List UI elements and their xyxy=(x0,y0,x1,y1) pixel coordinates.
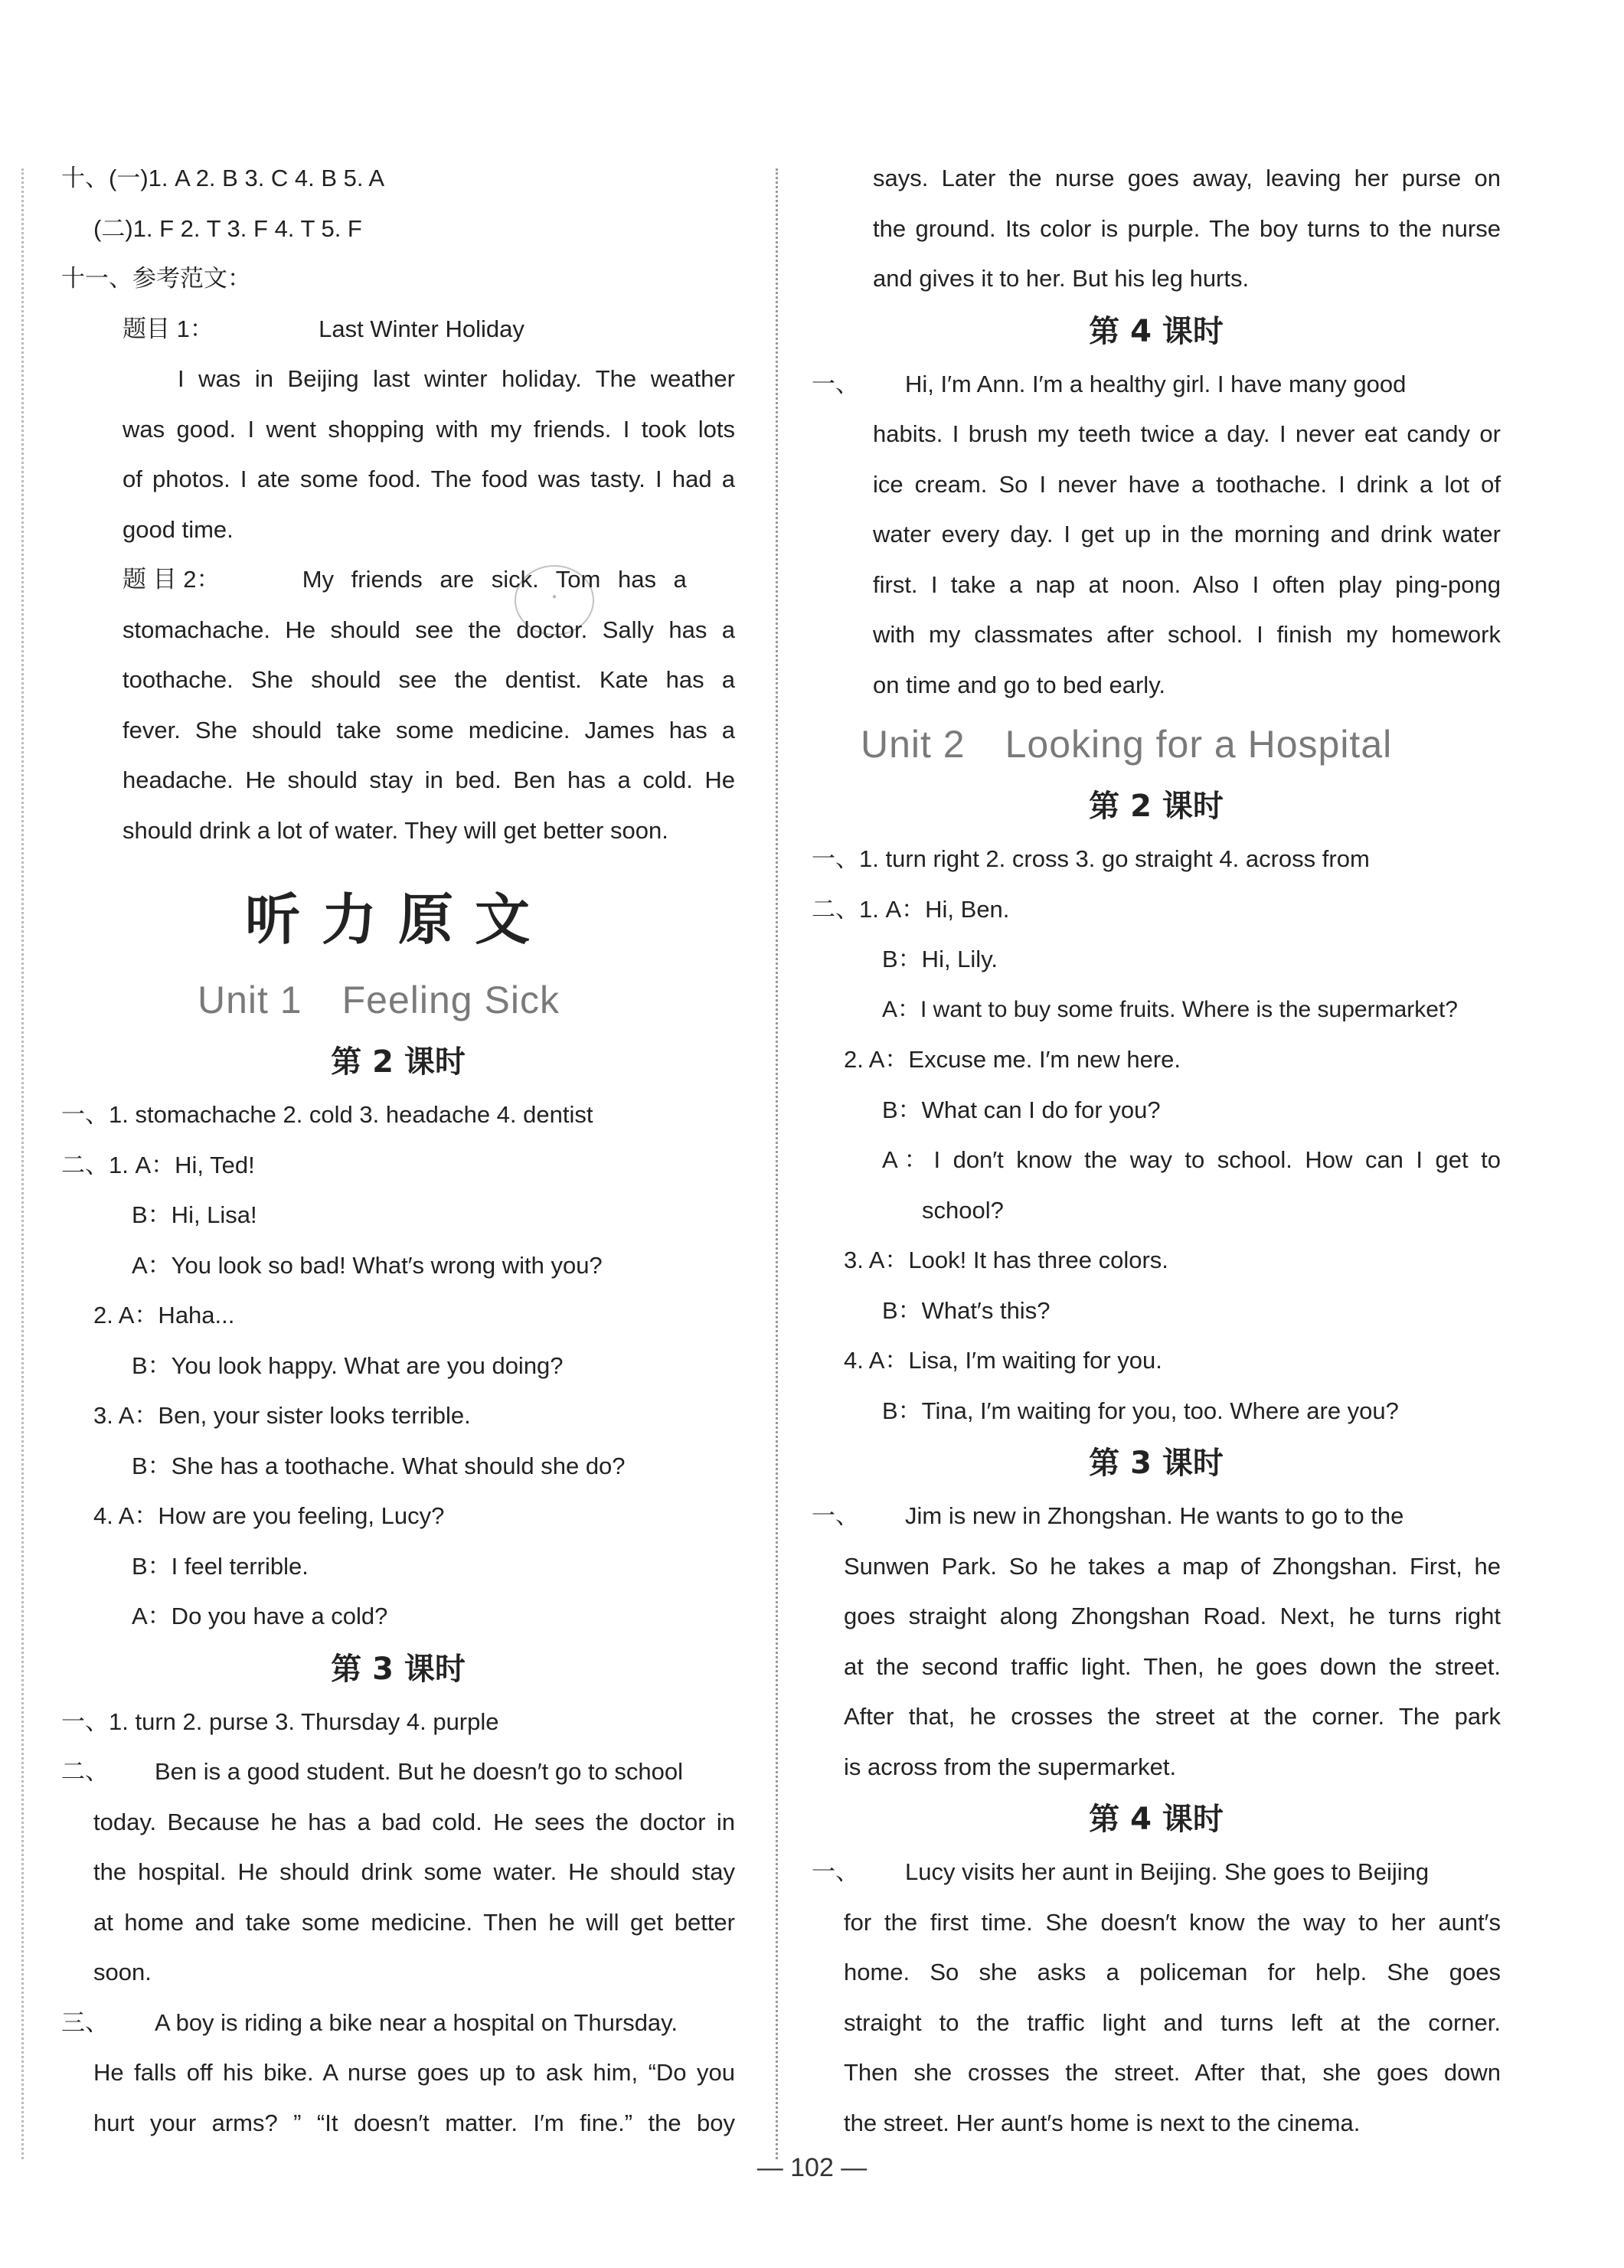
transcript-line: 一、1. stomachache 2. cold 3. headache 4. dentist xyxy=(61,1101,593,1128)
passage-line: water every day. I get up in the morning and drink water xyxy=(873,521,1501,547)
passage-line: the ground. Its color is purple. The boy turns to the nurse xyxy=(873,214,1501,242)
lesson-heading: 第 2 课时 xyxy=(331,1044,466,1080)
dialogue-line: 2. A：Excuse me. I′m new here. xyxy=(844,1046,1181,1073)
passage-line: at the second traffic light. Then, he goes down the street. xyxy=(844,1652,1501,1680)
essay2-line: My friends are sick. Tom has a xyxy=(302,566,687,593)
passage-line: hurt your arms? ” “It doesn′t matter. I′m fine.” the boy xyxy=(93,2109,735,2136)
essay2-line: should drink a lot of water. They will get better soon. xyxy=(123,816,668,844)
dialogue-line: 3. A：Ben, your sister looks terrible. xyxy=(93,1402,471,1429)
unit1-title xyxy=(61,966,735,1034)
passage-line: first. I take a nap at noon. Also I often play ping-pong xyxy=(873,570,1501,598)
lesson-heading: 第 4 课时 xyxy=(1089,313,1224,349)
passage-line: After that, he crosses the street at the corner. The park xyxy=(844,1703,1501,1730)
essay1-line: I was in Beijing last winter holiday. The weather xyxy=(178,365,735,392)
passage-line: Ben is a good student. But he doesn′t go to school xyxy=(155,1758,684,1785)
dialogue-line: 3. A：Look! It has three colors. xyxy=(844,1247,1168,1273)
unit1-label: Unit 1 xyxy=(198,979,302,1021)
dialogue-line: B：You look happy. What are you doing? xyxy=(132,1351,564,1379)
passage-block xyxy=(812,153,1501,304)
passage-line: Then she crosses the street. After that, she goes down xyxy=(844,2059,1501,2086)
dialogue-line: B：Hi, Lisa! xyxy=(132,1201,257,1228)
topic1-heading xyxy=(61,304,735,355)
passage-line: Sunwen Park. So he takes a map of Zhongshan. First, he xyxy=(844,1552,1501,1580)
question-label: 二、 xyxy=(61,1758,109,1785)
topic2-label: 题 目 2： xyxy=(123,566,221,593)
right-column xyxy=(812,153,1501,2148)
passage-line: He falls off his bike. A nurse goes up to ask him, “Do you xyxy=(93,2059,735,2086)
passage-line: is across from the supermarket. xyxy=(844,1753,1177,1780)
answer-line-10-part2: (二)1. F 2. T 3. F 4. T 5. F xyxy=(93,214,362,242)
dialogue-line: A：Do you have a cold? xyxy=(132,1603,388,1629)
transcript-line: 一、1. turn 2. purse 3. Thursday 4. purple xyxy=(61,1708,499,1735)
essay2-line: stomachache. He should see the doctor. Sally has a xyxy=(123,616,735,643)
essay2-line: headache. He should stay in bed. Ben has a cold. He xyxy=(123,766,735,793)
transcript-line: 一、1. turn right 2. cross 3. go straight 4. across from xyxy=(812,845,1370,872)
topic1-label: 题目 1： xyxy=(123,315,214,342)
passage-line: for the first time. She doesn′t know the way to her aunt′s xyxy=(844,1908,1501,1936)
passage-line: Lucy visits her aunt in Beijing. She goes to Beijing xyxy=(905,1858,1430,1885)
dialogue-line: B：Tina, I′m waiting for you, too. Where are you? xyxy=(882,1397,1399,1424)
binding-edge-line xyxy=(21,168,24,2159)
passage-line: at home and take some medicine. Then he will get better xyxy=(93,1908,735,1936)
passage-block xyxy=(812,409,1501,710)
essay2-line: toothache. She should see the dentist. Kate has a xyxy=(123,666,735,693)
dialogue-line: B：Hi, Lily. xyxy=(882,946,998,972)
answer-line-10-part1: 十、(一)1. A 2. B 3. C 4. B 5. A xyxy=(61,165,385,191)
column-divider xyxy=(776,168,778,2159)
passage-line: the street. Her aunt′s home is next to the cinema. xyxy=(844,2109,1361,2136)
dialogue-line: B：I feel terrible. xyxy=(132,1552,309,1580)
passage-line: the hospital. He should drink some water. He should stay xyxy=(93,1858,735,1885)
passage-line: home. So she asks a policeman for help. She goes xyxy=(844,1959,1501,1985)
question-label: 一、 xyxy=(812,370,859,397)
passage-block xyxy=(61,2047,735,2148)
dialogue-line: 二、1. A：Hi, Ted! xyxy=(61,1151,255,1178)
page-number: — 102 — xyxy=(756,2153,868,2182)
essay1-paragraph xyxy=(61,354,735,554)
dialogue-line: 二、1. A：Hi, Ben. xyxy=(812,895,1010,923)
essay1-line: was good. I went shopping with my friends. I took lots xyxy=(123,415,735,443)
answer-line-11-heading: 十一、参考范文： xyxy=(61,265,251,292)
passage-block xyxy=(61,1797,735,1998)
passage-line: A boy is riding a bike near a hospital on Thursday. xyxy=(155,2008,678,2036)
passage-line: with my classmates after school. I finish my homework xyxy=(873,621,1501,648)
dialogue-line: B：She has a toothache. What should she do? xyxy=(132,1452,626,1479)
dialogue-line: B：What can I do for you? xyxy=(882,1096,1161,1123)
passage-line: today. Because he has a bad cold. He sees the doctor in xyxy=(93,1808,735,1835)
passage-line: habits. I brush my teeth twice a day. I never eat candy or xyxy=(873,420,1501,447)
passage-block xyxy=(812,1897,1501,2149)
dialogue-line: school? xyxy=(922,1196,1004,1224)
essay1-line: good time. xyxy=(123,515,234,543)
lesson-heading: 第 2 课时 xyxy=(1089,789,1224,824)
passage-line: Jim is new in Zhongshan. He wants to go to the xyxy=(905,1502,1404,1529)
passage-line: on time and go to bed early. xyxy=(873,671,1166,698)
unit1-name: Feeling Sick xyxy=(341,979,560,1021)
question-label: 三、 xyxy=(61,2008,109,2036)
dialogue-line: A：I don′t know the way to school. How can I get to xyxy=(882,1146,1501,1173)
dialogue-line: B：What′s this? xyxy=(882,1296,1051,1324)
dialogue-line: 4. A：Lisa, I′m waiting for you. xyxy=(844,1347,1162,1374)
passage-line: ice cream. So I never have a toothache. I drink a lot of xyxy=(873,470,1501,498)
passage-line: straight to the traffic light and turns left at the corner. xyxy=(844,2008,1501,2036)
listening-transcript-title: 听力原文 xyxy=(244,887,551,952)
essay1-line: of photos. I ate some food. The food was tasty. I had a xyxy=(123,466,735,492)
lesson-heading: 第 4 课时 xyxy=(1089,1802,1224,1837)
passage-line: soon. xyxy=(93,1959,152,1985)
dialogue-line: A：I want to buy some fruits. Where is the supermarket? xyxy=(882,996,1458,1022)
passage-block xyxy=(812,1541,1501,1793)
passage-line: says. Later the nurse goes away, leaving her purse on xyxy=(873,165,1501,191)
watermark-stamp: ● xyxy=(515,565,594,636)
dialogue-line: A：You look so bad! What′s wrong with you? xyxy=(132,1251,603,1279)
unit2-label: Unit 2 xyxy=(861,723,966,766)
passage-line: goes straight along Zhongshan Road. Next, he turns right xyxy=(844,1603,1501,1629)
topic1-title: Last Winter Holiday xyxy=(319,315,524,342)
essay2-paragraph xyxy=(61,554,735,855)
essay2-line: fever. She should take some medicine. James has a xyxy=(123,716,735,743)
passage-line: and gives it to her. But his leg hurts. xyxy=(873,265,1250,292)
lesson-heading: 第 3 课时 xyxy=(331,1651,466,1687)
lesson-heading: 第 3 课时 xyxy=(1089,1446,1224,1481)
dialogue-line: 2. A：Haha... xyxy=(93,1302,235,1328)
passage-line: Hi, I′m Ann. I′m a healthy girl. I have many good xyxy=(905,370,1407,397)
unit2-name: Looking for a Hospital xyxy=(1005,723,1393,766)
unit2-title xyxy=(812,710,1501,779)
question-label: 一、 xyxy=(812,1502,859,1529)
dialogue-line: 4. A：How are you feeling, Lucy? xyxy=(93,1502,445,1529)
question-label: 一、 xyxy=(812,1858,859,1885)
left-column xyxy=(61,153,735,2148)
